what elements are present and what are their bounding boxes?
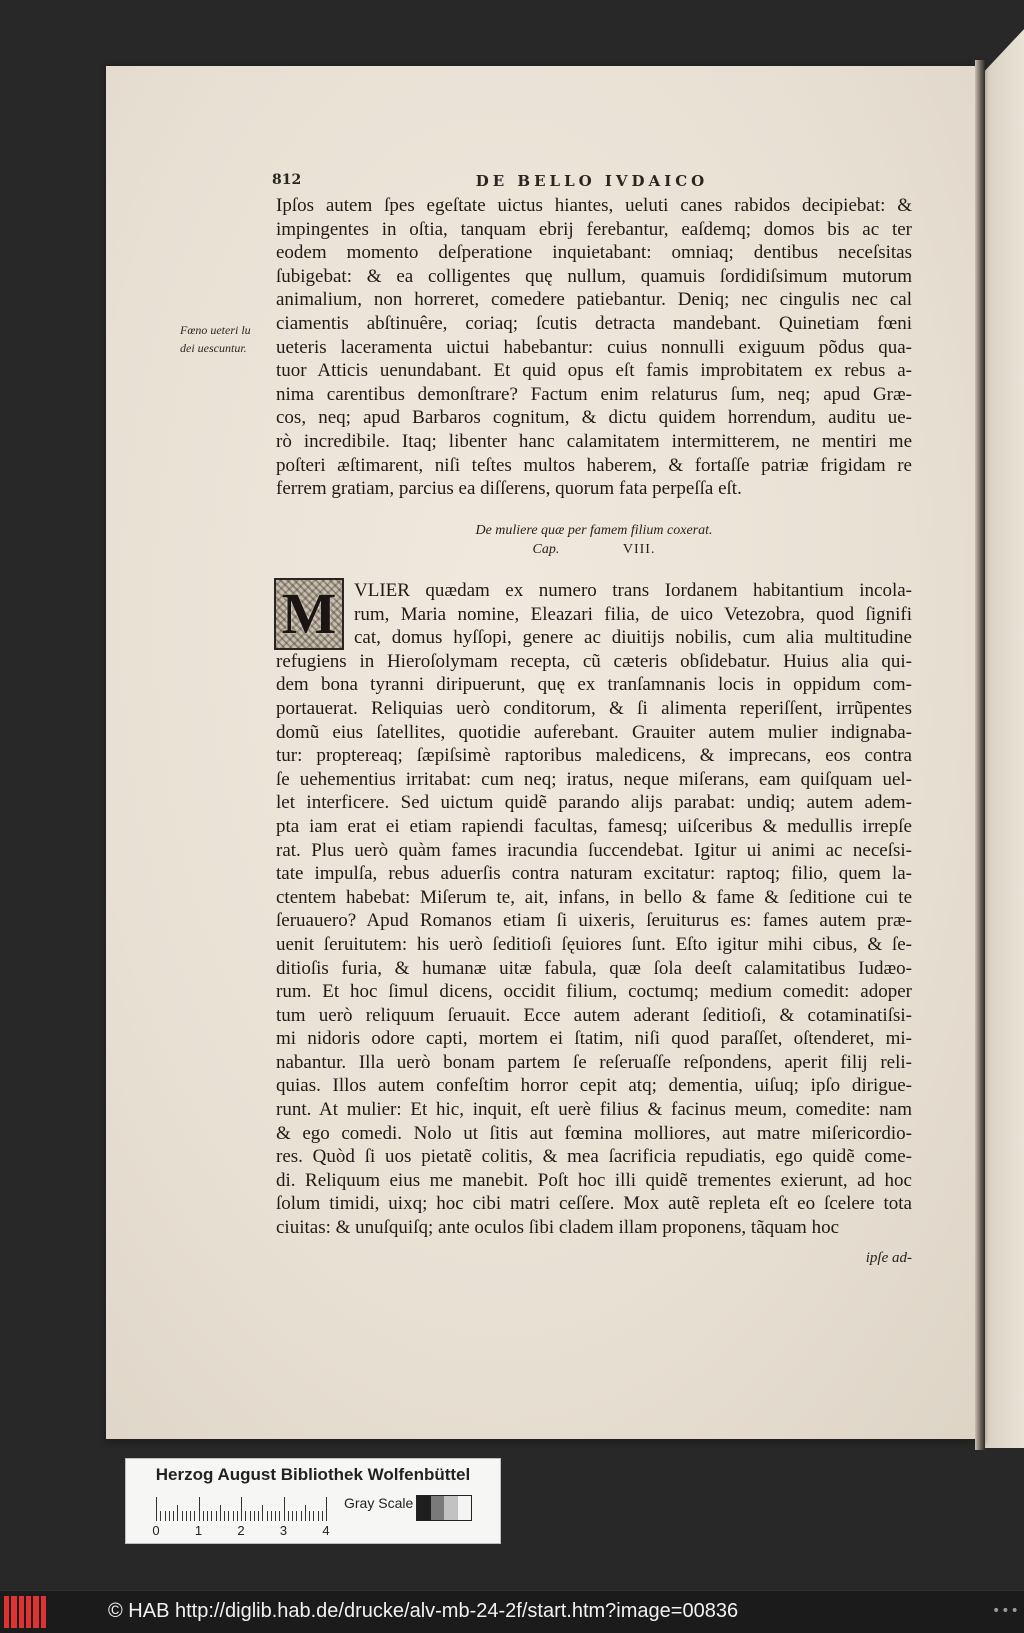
ruler-tick xyxy=(160,1511,161,1521)
text-line: tate impulſa, rebus aduerſis contra naturam excitatur: raptoq; filio, quem la- xyxy=(276,863,912,885)
marginal-note-line: Fœno ueteri lu xyxy=(180,323,251,337)
initial-letter: M xyxy=(281,581,337,646)
grayscale-swatch xyxy=(458,1496,472,1520)
text-line: ditioſis furia, & humanæ uitæ fabula, quæ ſola deeſt calamitatibus Iudæo- xyxy=(276,957,912,979)
text-line: rò incredibile. Itaq; libenter hanc calamitatem intermitterem, ne mentiri me xyxy=(276,430,912,452)
ruler-tick xyxy=(169,1511,170,1521)
text-line: rat. Plus uerò quàm fames iracundia ſuccendebat. Igitur ui animi ac neceſsi- xyxy=(276,839,912,861)
ruler-tick xyxy=(190,1511,191,1521)
ruler-tick xyxy=(305,1505,306,1521)
grayscale-swatch xyxy=(417,1496,431,1520)
text-line: ciamentis abſtinuêre, coriaq; ſcutis detracta mandebant. Quinetiam fœni xyxy=(276,312,912,334)
running-title: DE BELLO IVDAICO xyxy=(475,172,709,190)
ruler-tick xyxy=(301,1511,302,1521)
ruler-label: 2 xyxy=(237,1523,245,1538)
chapter-number xyxy=(276,542,912,558)
text-line: tuor Atticis uenundabant. Et quid opus eſt famis improbitatem ex rebus a- xyxy=(276,360,912,382)
running-head xyxy=(272,172,912,194)
ruler-tick xyxy=(245,1511,246,1521)
ruler-tick xyxy=(203,1511,204,1521)
ruler-tick xyxy=(254,1511,255,1521)
paragraph-2 xyxy=(276,579,912,1240)
ruler-tick xyxy=(284,1497,285,1521)
text-line: ſubigebat: & ea colligentes quę nullum, quamuis ſordidiſsimum mutorum xyxy=(276,265,912,287)
text-line: ueteris laceramenta uictui habebantur: cuius nonnulli exiguum põdus qua- xyxy=(276,336,912,358)
text-line: di. Reliquum eius me manebit. Poſt hoc illi quidẽ trementes exierunt, ad hoc xyxy=(276,1169,912,1191)
grayscale-swatch xyxy=(444,1496,458,1520)
ruler-tick xyxy=(194,1511,195,1521)
ruler-tick xyxy=(186,1511,187,1521)
status-bar xyxy=(0,1590,1024,1633)
ruler-tick xyxy=(258,1511,259,1521)
chapter-cap-label: Cap. xyxy=(532,542,560,557)
grayscale-swatches xyxy=(416,1495,472,1521)
grayscale-swatch xyxy=(431,1496,445,1520)
ruler-tick xyxy=(241,1497,242,1521)
text-line: eodem momento deſperatione inquietabant: omniaq; dentibus neceſsitas xyxy=(276,242,912,264)
text-line: refugiens in Hieroſolymam recepta, cũ cæteris obſidebatur. Huius alia qui- xyxy=(276,650,912,672)
ruler-tick xyxy=(275,1511,276,1521)
text-line: domũ eius ſatellites, quotidie auferebant. Grauiter autem mulier indignaba- xyxy=(276,721,912,743)
ruler-tick xyxy=(322,1511,323,1521)
marginal-note xyxy=(180,321,274,357)
ruler-tick xyxy=(224,1511,225,1521)
paragraph-1 xyxy=(276,194,912,501)
grayscale-label: Gray Scale xyxy=(344,1495,414,1511)
ruler-tick xyxy=(318,1511,319,1521)
ruler-label: 4 xyxy=(322,1523,330,1538)
text-line: ciuitas: & unuſquiſq; ante oculos ſibi cladem illam proponens, tãquam hoc xyxy=(276,1217,840,1239)
ruler-labels xyxy=(152,1523,331,1539)
ruler-tick xyxy=(267,1511,268,1521)
text-line: portauerat. Reliquias uerò conditorum, & ſi alimenta reperiſſent, irrũpentes xyxy=(276,697,912,719)
text-line: ſolum timidi, uixq; hoc cibi matri ceſſere. Mox autẽ repleta eſt eo ſcelere tota xyxy=(276,1193,912,1215)
ruler-label: 0 xyxy=(152,1523,160,1538)
ruler-tick xyxy=(165,1511,166,1521)
marginal-note-line: dei uescuntur. xyxy=(180,341,247,355)
chapter-title: De muliere quæ per famem filium coxerat. xyxy=(475,523,713,538)
card-title: Herzog August Bibliothek Wolfenbüttel xyxy=(155,1465,471,1484)
text-line: rum. Et hoc ſimul dicens, occidit filium, coctumq; medium comedit: adoper xyxy=(276,981,912,1003)
text-line: nima carentibus demonſtrare? Factum enim relaturus ſum, neq; apud Græ- xyxy=(276,383,912,405)
text-line: pta iam erat ei etiam rapiendi facultas, famesq; uiſceribus & medullis irrepſe xyxy=(276,815,912,837)
text-line: ferrem gratiam, parcius ea diſſerens, quorum fata perpeſſa eſt. xyxy=(276,478,742,500)
book-gutter xyxy=(975,60,985,1450)
text-line: tur: proptereaq; ſæpiſsimè raptoribus maledicens, & imprecans, eos contra xyxy=(276,745,912,767)
ruler-label: 3 xyxy=(279,1523,288,1538)
catchword: ipſe ad- xyxy=(865,1250,912,1266)
ruler-tick xyxy=(292,1511,293,1521)
chapter-roman-numeral: VIII. xyxy=(622,542,656,557)
ellipsis-icon[interactable]: ••• xyxy=(992,1603,1020,1619)
ruler-tick xyxy=(309,1511,310,1521)
ruler-tick xyxy=(279,1511,280,1521)
text-line: ctentem habebat: Miſerum te, ait, infans, in bello & fame & ſeditione cui te xyxy=(276,886,912,908)
text-line: runt. At mulier: Et hic, inquit, eſt uerè filius & facinus meum, comedite: nam xyxy=(276,1099,912,1121)
ruler-tick xyxy=(177,1505,178,1521)
text-line: tum uerò reliquum ſeruauit. Ecce autem aderant ſeditioſi, & cotaminatiſsi- xyxy=(276,1004,912,1026)
ruler-tick xyxy=(182,1511,183,1521)
text-line: VLIER quædam ex numero trans Iordanem habitantium incola- xyxy=(354,580,912,601)
text-line: cos, neq; apud Barbaros cognitum, & dictu quidem horrendum, auditu ue- xyxy=(276,407,912,429)
text-line: poſteri æſtimarent, niſi teſtes multos haberem, & fortaſſe patriæ frigidam re xyxy=(276,454,912,476)
ruler-tick xyxy=(228,1511,229,1521)
ruler-tick xyxy=(211,1511,212,1521)
ruler-tick xyxy=(313,1511,314,1521)
ruler-tick xyxy=(326,1497,327,1521)
text-line: impingentes in oſtia, tanquam ebrij ferebantur, eaſdemq; domos bis ac ter xyxy=(276,218,912,240)
ruler-tick xyxy=(271,1511,272,1521)
text-line: animalium, non horreret, comedere patiebantur. Deniq; nec cingulis nec cal xyxy=(276,289,912,311)
text-line: ſe uehementius irritabat: cum neq; iratus, neque miſerans, eam quiſquam uel- xyxy=(276,768,912,790)
ruler-tick xyxy=(237,1511,238,1521)
ruler-tick xyxy=(207,1511,208,1521)
ruler-tick xyxy=(173,1511,174,1521)
footer-url[interactable]: © HAB http://diglib.hab.de/drucke/alv-mb-24-2f/start.htm?image=00836 xyxy=(108,1600,739,1622)
text-line: dem bona tyranni diripuerunt, quę ex tranſamnanis locis in oppidum com- xyxy=(276,674,912,696)
text-line: rum, Maria nomine, Eleazari filia, de uico Vetezobra, quod ſignifi xyxy=(354,603,912,625)
ruler-tick xyxy=(262,1505,263,1521)
ruler-tick xyxy=(216,1511,217,1521)
color-calibration-card xyxy=(125,1458,501,1544)
text-line: nabantur. Illa uerò bonam partem ſe reſeruaſſe reſpondens, aperit filij reli- xyxy=(276,1051,912,1073)
text-line: res. Quòd ſi uos pietatẽ colitis, & mea ſacrificia repudiatis, ego quidẽ come- xyxy=(276,1146,912,1168)
ruler-tick xyxy=(296,1511,297,1521)
ruler-tick xyxy=(233,1511,234,1521)
page-number: 812 xyxy=(272,172,302,188)
text-line: let interficere. Sed uictum quidẽ parando alijs parabat: undiq; autem adem- xyxy=(276,792,912,814)
text-line: & ego comedi. Nolo ut ſitis aut fœmina molliores, aut matre miſericordio- xyxy=(276,1122,912,1144)
ruler-tick xyxy=(288,1511,289,1521)
ruler-tick xyxy=(220,1505,221,1521)
text-line: uenit ſeruitutem: his uerò ſeditioſi ſęuiores ſunt. Eſto igitur mihi cibus, & ſe- xyxy=(276,933,912,955)
ruler-tick xyxy=(156,1497,157,1521)
next-page-edge xyxy=(985,28,1024,1448)
text-line: Ipſos autem ſpes egeſtate uictus hiantes, ueluti canes rabidos decipiebat: & xyxy=(276,195,912,216)
text-line: cat, domus hyſſopi, genere ac diuitijs nobilis, cum alia multitudine xyxy=(354,627,912,649)
scale-ruler xyxy=(156,1495,331,1521)
text-line: quias. Illos autem confeſtim horror cepit atq; dementia, uiſuq; ipſo dirigue- xyxy=(276,1075,912,1097)
ruler-tick xyxy=(250,1511,251,1521)
text-line: mi nidoris odore capti, mortem ei ſtatim, niſi quod paraſſet, oſtenderet, mi- xyxy=(276,1028,912,1050)
hab-logo-icon[interactable] xyxy=(4,1596,46,1628)
text-line: ſeruauero? Apud Romanos etiam ſi uixeris, ſeruiturus es: fames autem præ- xyxy=(276,910,912,932)
ruler-label: 1 xyxy=(194,1523,203,1538)
ruler-tick xyxy=(199,1497,200,1521)
